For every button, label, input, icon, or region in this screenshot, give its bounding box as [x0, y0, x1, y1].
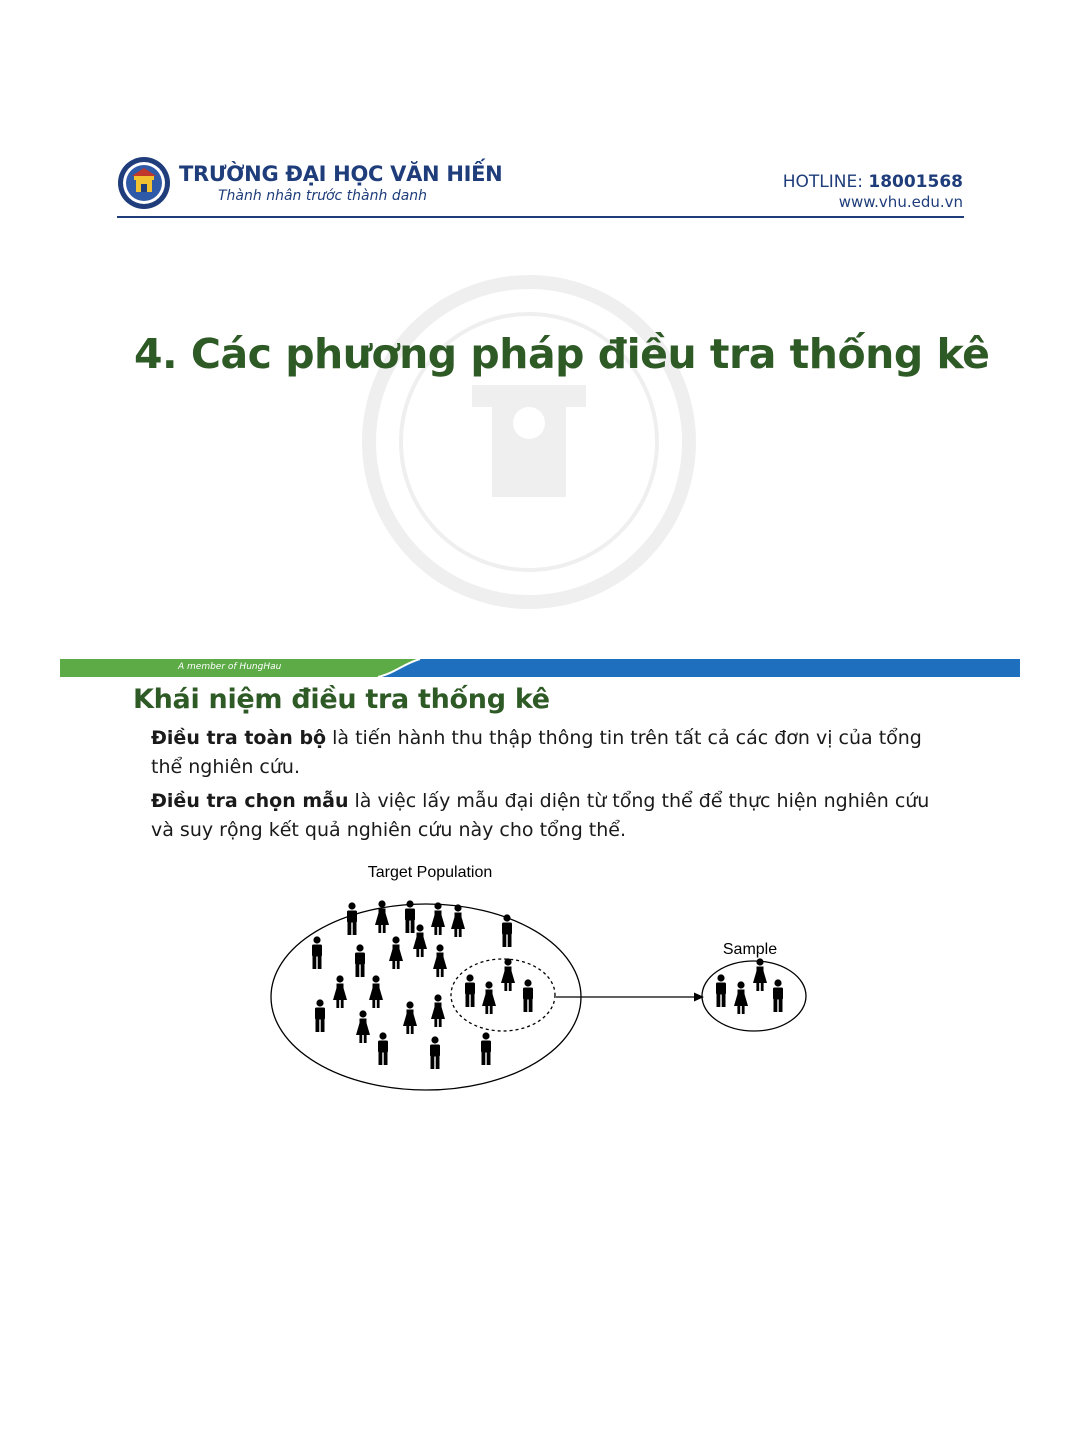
section-heading: Khái niệm điều tra thống kê	[133, 684, 550, 715]
paragraph-sampling	[151, 787, 951, 845]
paragraph-census	[151, 724, 951, 782]
term-census: Điều tra toàn bộ	[151, 727, 327, 749]
population-ellipse	[271, 904, 581, 1090]
definition-census: là tiến hành thu thập thông tin trên tất cả các đơn vị của tổng thể nghiên cứu.	[151, 727, 922, 778]
slide-title: 4. Các phương pháp điều tra thống kê	[134, 330, 990, 378]
population-label: Target Population	[367, 864, 493, 881]
school-slogan: Thành nhân trước thành danh	[218, 188, 428, 204]
hotline	[783, 172, 963, 192]
hotline-label: HOTLINE:	[782, 172, 863, 192]
subset-people	[465, 958, 533, 1014]
watermark-seal	[362, 275, 696, 609]
sampling-diagram	[260, 855, 820, 1100]
header-divider	[117, 216, 964, 218]
university-logo-seal	[117, 156, 171, 210]
term-sampling: Điều tra chọn mẫu	[151, 790, 349, 812]
school-name: TRƯỜNG ĐẠI HỌC VĂN HIẾN	[179, 162, 503, 186]
band-text: A member of HungHau	[178, 662, 282, 672]
definition-sampling: là việc lấy mẫu đại diện từ tổng thể để thực hiện nghiên cứu và suy rộng kết quả nghiên cứu này cho tổng thể.	[151, 790, 930, 841]
population-people	[312, 900, 512, 1069]
sample-label: Sample	[722, 941, 778, 958]
hotline-number: 18001568	[868, 172, 963, 192]
website-link[interactable]: www.vhu.edu.vn	[838, 193, 963, 211]
